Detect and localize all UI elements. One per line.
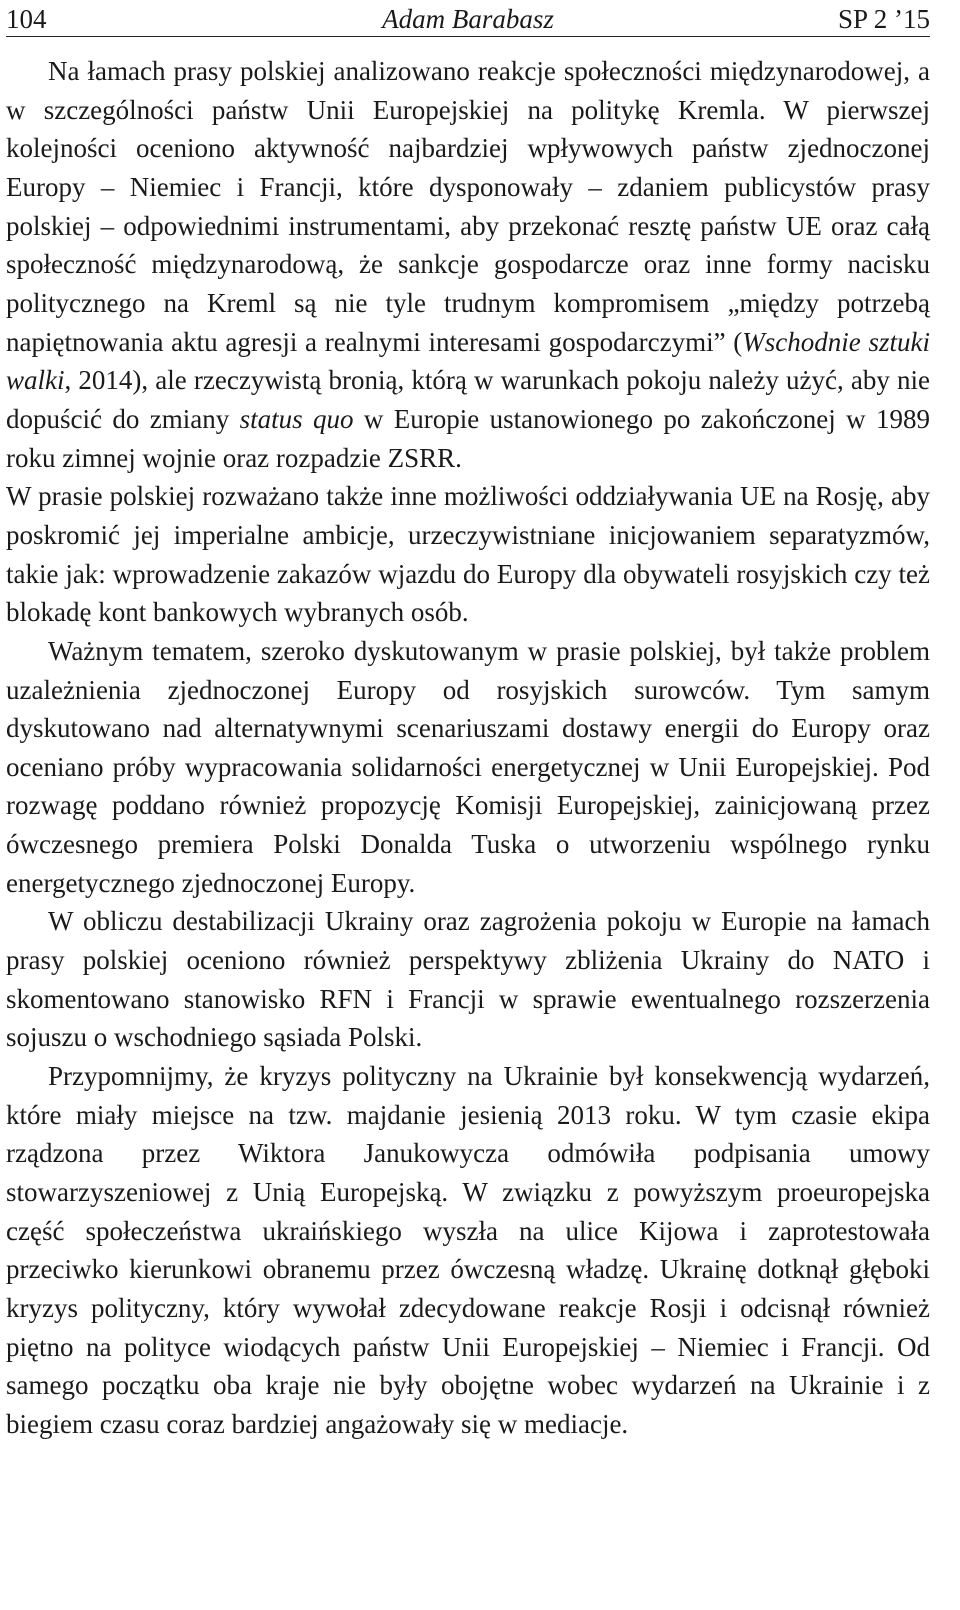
citation-title: Wschodnie sztuki walki [6,326,930,396]
paragraph-nato: W obliczu destabilizacji Ukrainy oraz zagrożenia pokoju w Europie na łamach prasy polskiej oceniono również perspektywy zbliżenia Ukrainy do NATO i skomentowano stanowisko RFN i Francji w sprawie ewentualnego rozszerzenia sojuszu o wschodniego sąsiada Polski. [6,906,930,1053]
paragraph-text: Na łamach prasy polskiej analizowano reakcje społeczności międzynarodowej, a w szczególności państw Unii Europejskiej na politykę Kremla. W pierwszej kolejności oceniono aktywność najbardziej wpływowych państw zjednoczonej Europy – Niemiec i Francji, które dysponowały – zdaniem publicystów prasy polskiej – odpowiednimi instrumentami, aby przekonać resztę państw UE oraz całą społeczność międzynarodową, że sankcje gospodarcze oraz inne formy nacisku politycznego na Kreml są nie tyle trudnym kompromisem „między potrzebą napiętnowania aktu agresji a realnymi interesami gospodarczymi” ( [6,56,930,357]
paragraph-crisis: Przypomnijmy, że kryzys polityczny na Ukrainie był konsekwencją wydarzeń, które miały miejsce na tzw. majdanie jesienią 2013 roku. W tym czasie ekipa rządzona przez Wiktora Janukowycza odmówiła podpisania umowy stowarzyszeniowej z Unią Europejską. W związku z powyższym proeuropejska część społeczeństwa ukraińskiego wyszła na ulice Kijowa i zaprotestowała przeciwko kierunkowi obranemu przez ówczesną władzę. Ukrainę dotknął głęboki kryzys polityczny, który wywołał zdecydowane reakcje Rosji i odcisnął również piętno na polityce wiodących państw Unii Europejskiej – Niemiec i Francji. Od samego początku oba kraje nie były obojętne wobec wydarzeń na Ukrainie i z biegiem czasu coraz bardziej angażowały się w mediacje. [6,1061,930,1439]
journal-issue: SP 2 ’15 [837,4,930,34]
paragraph-other-measures: W prasie polskiej rozważano także inne możliwości oddziaływania UE na Rosję, aby poskromić jej imperialne ambicje, urzeczywistniane inicjowaniem separatyzmów, takie jak: wprowadzenie zakazów wjazdu do Europy dla obywateli rosyjskich czy też blokadę kont bankowych wybranych osób. [6,481,930,628]
paragraph-text: , 2014), ale rzeczywistą bronią, którą w warunkach pokoju należy użyć, aby nie dopuścić do zmiany [6,365,930,434]
running-author: Adam Barabasz [382,4,554,34]
article-body [6,52,930,1444]
paragraph-sanctions [6,52,930,477]
paragraph-energy: Ważnym tematem, szeroko dyskutowanym w prasie polskiej, był także problem uzależnienia zjednoczonej Europy od rosyjskich surowców. Tym samym dyskutowano nad alternatywnymi scenariuszami dostawy energii do Europy oraz oceniano próby wypracowania solidarności energetycznej w Unii Europejskiej. Pod rozwagę poddano również propozycję Komisji Europejskiej, zainicjowaną przez ówczesnego premiera Polski Donalda Tuska o utworzeniu wspólnego rynku energetycznego zjednoczonej Europy. [6,635,930,898]
running-header [6,0,930,37]
paragraph-text: w Europie ustanowionego po zakończonej w 1989 roku zimnej wojnie oraz rozpadzie ZSRR. [6,403,930,473]
latin-term: status quo [239,403,354,434]
page-number: 104 [6,4,47,34]
